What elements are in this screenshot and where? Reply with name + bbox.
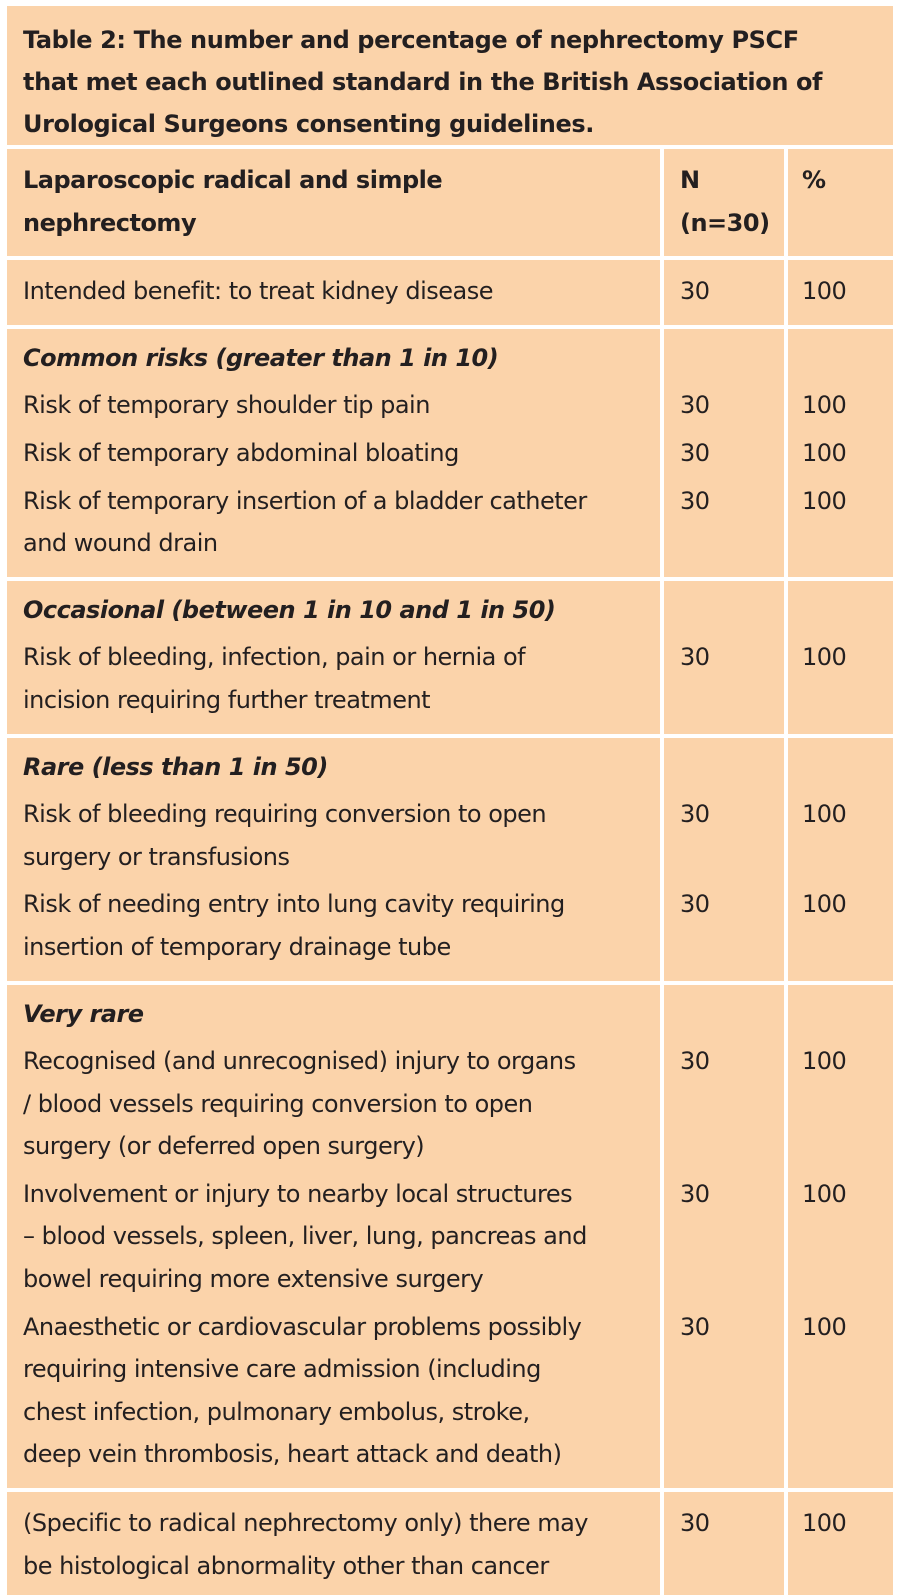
table-caption: [7, 6, 893, 149]
label-cell: [7, 581, 664, 738]
n-cell: [664, 329, 788, 581]
header-n-cell: [664, 149, 788, 260]
category-heading: Very rare: [23, 999, 144, 1028]
pct-cell: [788, 1492, 893, 1595]
pct-value: 100: [802, 1179, 847, 1208]
row-text: surgery (or deferred open surgery): [23, 1132, 425, 1161]
table-group: [7, 985, 893, 1493]
caption-line: Table 2: The number and percentage of nephrectomy PSCF: [23, 26, 799, 54]
n-value: 30: [680, 1509, 710, 1538]
row-text: deep vein thrombosis, heart attack and death): [23, 1440, 562, 1469]
pct-value: 100: [802, 391, 847, 420]
pct-value: 100: [802, 800, 847, 829]
header-label-cell: [7, 149, 664, 260]
row-text: Anaesthetic or cardiovascular problems possibly: [23, 1312, 582, 1341]
category-heading: Rare (less than 1 in 50): [23, 752, 328, 781]
n-value: 30: [680, 486, 710, 515]
label-cell: [7, 329, 664, 581]
row-text: Risk of needing entry into lung cavity requiring: [23, 890, 565, 919]
pct-cell: [788, 581, 893, 738]
header-label-line: nephrectomy: [23, 208, 197, 237]
pct-value: 100: [802, 890, 847, 919]
n-value: 30: [680, 800, 710, 829]
row-text: insertion of temporary drainage tube: [23, 932, 451, 961]
row-text: chest infection, pulmonary embolus, stroke,: [23, 1397, 530, 1426]
caption-line: Urological Surgeons consenting guidelines.: [23, 110, 594, 138]
row-text: and wound drain: [23, 529, 218, 558]
caption-row: [7, 6, 893, 149]
row-text: Recognised (and unrecognised) injury to organs: [23, 1047, 576, 1076]
row-text: Risk of temporary insertion of a bladder catheter: [23, 486, 587, 515]
n-cell: [664, 985, 788, 1493]
header-row: [7, 149, 893, 260]
header-label-line: Laparoscopic radical and simple: [23, 166, 443, 194]
row-text: / blood vessels requiring conversion to open: [23, 1089, 533, 1118]
pct-value: 100: [802, 643, 847, 672]
row-text: be histological abnormality other than cancer: [23, 1551, 549, 1580]
results-table: [7, 6, 893, 1595]
pct-cell: [788, 260, 893, 329]
pct-value: 100: [802, 277, 847, 306]
table-group: [7, 260, 893, 329]
n-value: 30: [680, 277, 710, 306]
n-cell: [664, 1492, 788, 1595]
header-n-line: (n=30): [680, 208, 770, 237]
n-cell: [664, 581, 788, 738]
n-value: 30: [680, 1312, 710, 1341]
row-text: Risk of temporary abdominal bloating: [23, 438, 459, 467]
pct-value: 100: [802, 1312, 847, 1341]
row-text: Risk of bleeding, infection, pain or hernia of: [23, 643, 526, 672]
row-text: requiring intensive care admission (including: [23, 1355, 541, 1384]
pct-cell: [788, 738, 893, 985]
results-table-container: [7, 6, 893, 1595]
n-value: 30: [680, 438, 710, 467]
n-value: 30: [680, 643, 710, 672]
row-text: (Specific to radical nephrectomy only) there may: [23, 1509, 588, 1538]
row-text: incision requiring further treatment: [23, 685, 431, 714]
n-value: 30: [680, 890, 710, 919]
n-value: 30: [680, 391, 710, 420]
row-text: Risk of temporary shoulder tip pain: [23, 391, 430, 420]
table-group: [7, 738, 893, 985]
row-text: – blood vessels, spleen, liver, lung, pancreas and: [23, 1222, 587, 1251]
row-text: Intended benefit: to treat kidney disease: [23, 277, 493, 306]
pct-cell: [788, 329, 893, 581]
header-n-line: N: [680, 166, 700, 194]
n-value: 30: [680, 1047, 710, 1076]
caption-line: that met each outlined standard in the British Association of: [23, 68, 823, 96]
row-text: bowel requiring more extensive surgery: [23, 1265, 484, 1294]
n-value: 30: [680, 1179, 710, 1208]
pct-value: 100: [802, 486, 847, 515]
header-pct: %: [802, 166, 826, 194]
row-text: Involvement or injury to nearby local structures: [23, 1179, 573, 1208]
header-pct-cell: [788, 149, 893, 260]
n-cell: [664, 260, 788, 329]
table-group: [7, 1492, 893, 1595]
label-cell: [7, 738, 664, 985]
table-group: [7, 581, 893, 738]
pct-value: 100: [802, 1509, 847, 1538]
table-group: [7, 329, 893, 581]
category-heading: Occasional (between 1 in 10 and 1 in 50): [23, 595, 556, 624]
row-text: Risk of bleeding requiring conversion to open: [23, 800, 547, 829]
category-heading: Common risks (greater than 1 in 10): [23, 343, 499, 372]
n-cell: [664, 738, 788, 985]
label-cell: [7, 985, 664, 1493]
label-cell: [7, 260, 664, 329]
label-cell: [7, 1492, 664, 1595]
pct-value: 100: [802, 1047, 847, 1076]
row-text: surgery or transfusions: [23, 842, 290, 871]
pct-value: 100: [802, 438, 847, 467]
pct-cell: [788, 985, 893, 1493]
